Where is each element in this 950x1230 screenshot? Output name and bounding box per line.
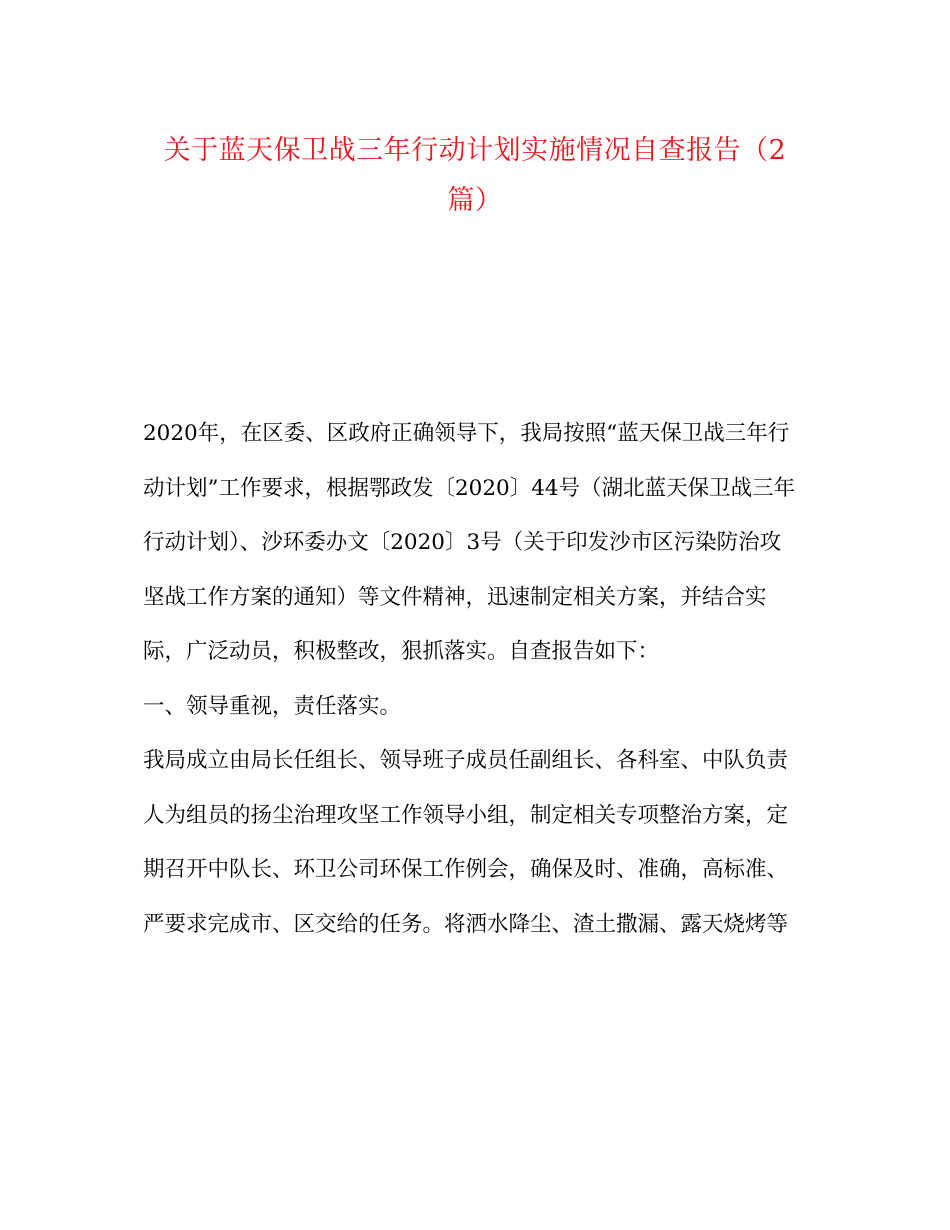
- body-line-2: 动计划”工作要求，根据鄂政发〔2020〕44号（湖北蓝天保卫战三年: [143, 475, 796, 501]
- body-line-3: 行动计划）、沙环委办文〔2020〕3号（关于印发沙市区污染防治攻: [143, 530, 782, 555]
- document-title-line-1: 关于蓝天保卫战三年行动计划实施情况自查报告（2: [163, 135, 787, 166]
- body-line-1: 2020年，在区委、区政府正确领导下，我局按照“蓝天保卫战三年行: [143, 421, 790, 446]
- document-title-line-2: 篇）: [447, 185, 503, 216]
- section-heading-1: 一、领导重视，责任落实。: [143, 693, 402, 719]
- body-line-7: 我局成立由局长任组长、领导班子成员任副组长、各科室、中队负责: [143, 748, 789, 773]
- body-line-10: 严要求完成市、区交给的任务。将洒水降尘、渣土撒漏、露天烧烤等: [143, 911, 789, 937]
- body-line-4: 坚战工作方案的通知）等文件精神，迅速制定相关方案，并结合实: [143, 584, 767, 610]
- body-line-8: 人为组员的扬尘治理攻坚工作领导小组，制定相关专项整治方案，定: [143, 802, 789, 828]
- document-title: [120, 126, 830, 226]
- body-line-5: 际，广泛动员，积极整改，狠抓落实。自查报告如下：: [143, 639, 660, 664]
- body-line-9: 期召开中队长、环卫公司环保工作例会，确保及时、准确，高标准、: [143, 857, 789, 882]
- document-body: [143, 407, 823, 952]
